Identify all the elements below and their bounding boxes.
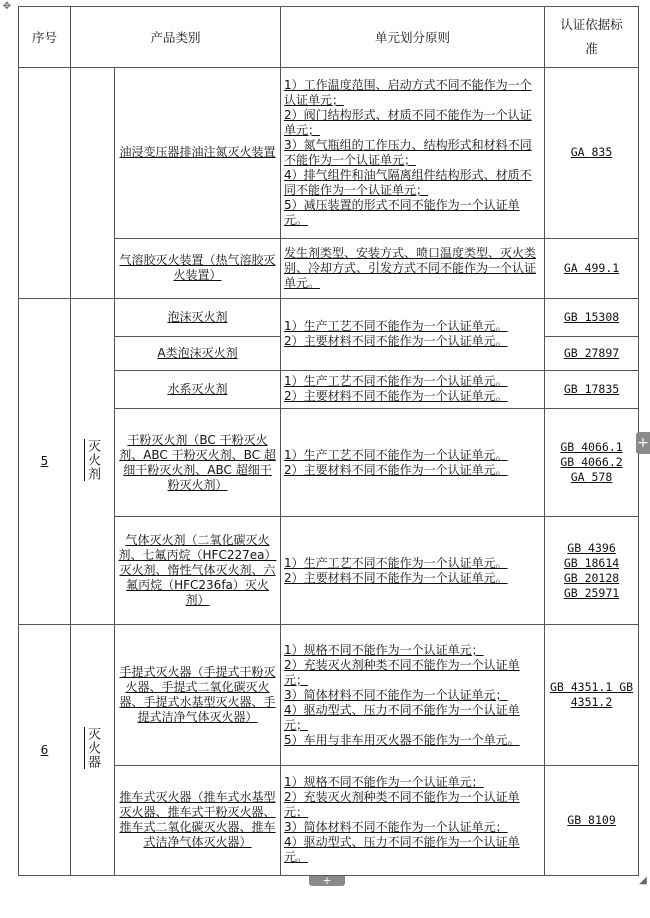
serial-cell: 6 [19,625,71,876]
rule-cell: 1）生产工艺不同不能作为一个认证单元。 2）主要材料不同不能作为一个认证单元。 [281,517,545,625]
standard-cell: GB 27897 [545,336,639,370]
product-cell: 气溶胶灭火装置（热气溶胶灭火装置） [115,238,281,298]
rule-cell: 1）生产工艺不同不能作为一个认证单元。 2）主要材料不同不能作为一个认证单元。 [281,408,545,516]
product-cell: 水系灭火剂 [115,370,281,408]
product-cell: 推车式灭火器（推车式水基型灭火器、推车式干粉灭火器、推车式二氧化碳灭火器、推车式洁净气体灭火器） [115,765,281,875]
standard-cell: GB 17835 [545,370,639,408]
product-cell: A类泡沫灭火剂 [115,336,281,370]
standard-cell: GB 15308 [545,298,639,336]
header-standard: 认证依据标准 [545,7,639,68]
product-cell: 泡沫灭火剂 [115,298,281,336]
rule-cell: 1）规格不同不能作为一个认证单元； 2）充装灭火剂种类不同不能作为一个认证单元； 3）简体材料不同不能作为一个认证单元； 4）驱动型式、压力不同不能作为一个认证单元。 [281,765,545,875]
rule-cell: 1）规格不同不能作为一个认证单元； 2）充装灭火剂种类不同不能作为一个认证单元； 3）简体材料不同不能作为一个认证单元； 4）驱动型式、压力不同不能作为一个认证单元； 5）车用与非车用灭火器不能作为一个单元。 [281,625,545,765]
serial-cell: 5 [19,298,71,625]
standard-cell: GB 4066.1 GB 4066.2 GA 578 [545,408,639,516]
category-cell-blank [71,68,115,299]
header-serial: 序号 [19,7,71,68]
rule-cell: 1）生产工艺不同不能作为一个认证单元。 2）主要材料不同不能作为一个认证单元。 [281,298,545,370]
table-move-handle-icon[interactable]: ✥ [2,1,12,12]
rule-cell: 1）工作温度范围、启动方式不同不能作为一个认证单元； 2）阀门结构形式、材质不同不能作为一个认证单元； 3）氮气瓶组的工作压力、结构形式和材料不同不能作为一个认证单元； 4）排气组件和油气隔离组件结构形式、材质不同不能作为一个认证单元； 5）减压装置的形式不同不能作为一个认证单元。 [281,68,545,238]
serial-cell-blank [19,68,71,299]
category-cell: 灭火剂 [71,298,115,625]
product-cell: 手提式灭火器（手提式干粉灭火器、手提式二氧化碳灭火器、手提式水基型灭火器、手提式洁净气体灭火器） [115,625,281,765]
standard-cell: GB 8109 [545,765,639,875]
header-unit-rule: 单元划分原则 [281,7,545,68]
header-product-category: 产品类别 [71,7,281,68]
standard-cell: GB 4351.1 GB 4351.2 [545,625,639,765]
product-cell: 干粉灭火剂（BC 干粉灭火剂、ABC 干粉灭火剂、BC 超细干粉灭火剂、ABC 超细干粉灭火剂） [115,408,281,516]
table-row [19,68,639,238]
header-row [19,7,639,68]
category-cell: 灭火器 [71,625,115,876]
product-cell: 气体灭火剂（二氧化碳灭火剂、七氟丙烷（HFC227ea）灭火剂、惰性气体灭火剂、六氟丙烷（HFC236fa）灭火剂） [115,517,281,625]
standard-cell: GB 4396 GB 18614 GB 20128 GB 25971 [545,517,639,625]
table-row [19,298,639,336]
standard-cell: GA 835 [545,68,639,238]
certification-table [18,6,639,876]
standard-cell: GA 499.1 [545,238,639,298]
table-row [19,625,639,765]
add-row-button[interactable]: + [309,876,345,886]
product-cell: 油浸变压器排油注氮灭火装置 [115,68,281,238]
rule-cell: 发生剂类型、安装方式、喷口温度类型、灭火类别、冷却方式、引发方式不同不能作为一个认证单元。 [281,238,545,298]
rule-cell: 1）生产工艺不同不能作为一个认证单元。 2）主要材料不同不能作为一个认证单元。 [281,370,545,408]
add-column-button[interactable]: + [636,432,650,454]
table-resize-handle-icon[interactable]: ◢ [639,875,647,886]
